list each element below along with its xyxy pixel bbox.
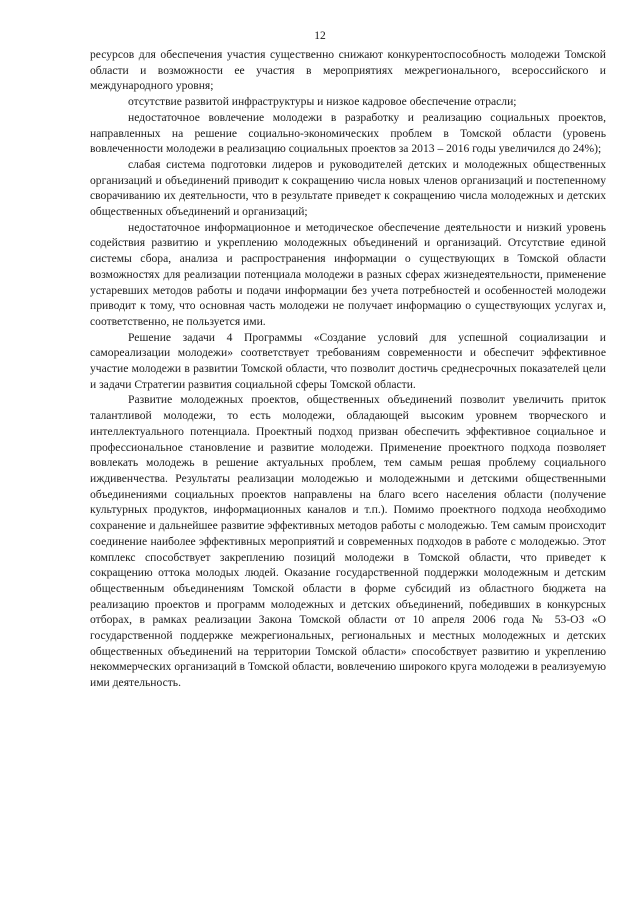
page-number: 12 xyxy=(314,30,326,42)
paragraph: Развитие молодежных проектов, общественных объединений позволит увеличить приток талантливой молодежи, то есть молодежи, обладающей высоким уровнем творческого и интеллектуального потенциала. Проектный подход призван обеспечить эффективное социальное и профессиональное становление и развитие молодежи. Применение проектного подхода позволяет вовлекать молодежь в решение актуальных проблем, тем самым решая проблему социального иждивенчества. Результаты реализации молодежью и молодежными и детскими общественными объединениями социальных проектов направлены на благо всего населения области (получение культурных продуктов, информационных каналов и т.п.). Помимо проектного подхода необходимо сохранение и дальнейшее развитие эффективных методов работы с молодежью. Тем самым происходит соединение наиболее эффективных мероприятий и современных подходов в работе с молодежью. Этот комплекс способствует закреплению позиций молодежи в Томской области, что приведет к сокращению оттока молодых людей. Оказание государственной поддержки молодежным и детским общественным объединениям Томской области в форме субсидий из областного бюджета на реализацию проектов и программ молодежных и детских объединений, победивших в конкурсных отборах, в рамках реализации Закона Томской области от 10 апреля 2006 года № 53-ОЗ «О государственной поддержке межрегиональных, региональных и местных молодежных и детских общественных объединений на территории Томской области» способствует развитию и укреплению некоммерческих организаций в Томской области, вовлечению широкого круга молодежи в реализуемую ими деятельность. xyxy=(90,393,606,690)
paragraph: слабая система подготовки лидеров и руководителей детских и молодежных общественных организаций и объединений приводит к сокращению числа новых членов организаций и постепенному сворачиванию их деятельности, что в результате приведет к сокращению числа молодежных и детских общественных объединений и организаций; xyxy=(90,157,606,219)
paragraph: Решение задачи 4 Программы «Создание условий для успешной социализации и самореализации молодежи» соответствует требованиям современности и обеспечит эффективное участие молодежи в развитии Томской области, что позволит достичь среднесрочных показателей цели и задачи Стратегии развития социальной сферы Томской области. xyxy=(90,330,606,391)
paragraph: недостаточное вовлечение молодежи в разработку и реализацию социальных проектов, направленных на решение социально-экономических проблем в Томской области (уровень вовлеченности молодежи в реализацию социальных проектов за 2013 – 2016 годы увеличился до 24%); xyxy=(90,110,606,156)
paragraph: отсутствие развитой инфраструктуры и низкое кадровое обеспечение отрасли; xyxy=(128,95,517,109)
paragraph: недостаточное информационное и методическое обеспечение деятельности и низкий уровень содействия развитию и укреплению молодежных объединений и организаций. Отсутствие единой системы сбора, анализа и распространения информации о существующих в Томской области возможностях для реализации потенциала молодежи в разных сферах жизнедеятельности, применение устаревших методов работы и подачи информации без учета потребностей и особенностей молодежи приводит к тому, что основная часть молодежи не получает информацию о существующих услугах и, соответственно, не пользуется ими. xyxy=(90,220,606,328)
document-body xyxy=(90,47,606,691)
paragraph: ресурсов для обеспечения участия существенно снижают конкурентоспособность молодежи Томской области и возможности ее участия в мероприятиях межрегионального, всероссийского и международного уровня; xyxy=(90,48,606,93)
